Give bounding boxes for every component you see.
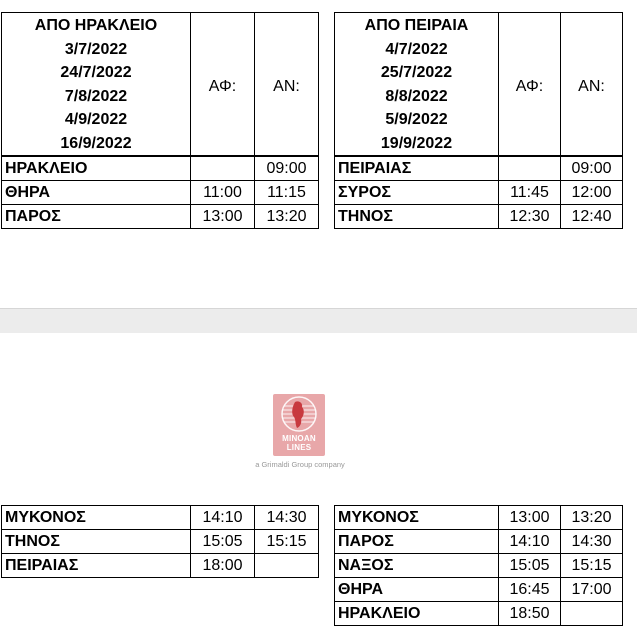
port-name: ΤΗΝΟΣ bbox=[335, 205, 499, 229]
table-row bbox=[2, 506, 319, 530]
departure-time: 11:45 bbox=[499, 181, 561, 205]
route-date: 16/9/2022 bbox=[60, 134, 132, 152]
arrival-time: 12:40 bbox=[561, 205, 623, 229]
table-row bbox=[2, 156, 319, 181]
arrival-time: 17:00 bbox=[561, 578, 623, 602]
arrival-time: 15:15 bbox=[561, 554, 623, 578]
port-name: ΗΡΑΚΛΕΙΟ bbox=[2, 156, 191, 181]
logo-wordmark: MINOAN LINES bbox=[282, 434, 316, 452]
departure-time: 18:00 bbox=[191, 554, 255, 578]
route-header bbox=[2, 13, 191, 157]
port-name: ΘΗΡΑ bbox=[335, 578, 499, 602]
arrival-time: 12:00 bbox=[561, 181, 623, 205]
arrival-column-header: ΑΝ: bbox=[255, 13, 319, 157]
departure-time: 18:50 bbox=[499, 602, 561, 626]
arrival-time: 09:00 bbox=[255, 156, 319, 181]
port-name: ΜΥΚΟΝΟΣ bbox=[2, 506, 191, 530]
departure-time: 14:10 bbox=[499, 530, 561, 554]
table-row bbox=[335, 181, 623, 205]
route-date: 5/9/2022 bbox=[385, 111, 448, 128]
port-name: ΝΑΞΟΣ bbox=[335, 554, 499, 578]
table-row bbox=[335, 578, 623, 602]
minoan-lines-logo bbox=[245, 394, 355, 476]
departure-time: 13:00 bbox=[191, 205, 255, 229]
departure-time: 16:45 bbox=[499, 578, 561, 602]
arrival-time: 13:20 bbox=[561, 506, 623, 530]
route-date: 19/9/2022 bbox=[380, 134, 453, 152]
arrival-time: 11:15 bbox=[255, 181, 319, 205]
table-row bbox=[2, 205, 319, 229]
departure-time: 12:30 bbox=[499, 205, 561, 229]
route-date: 24/7/2022 bbox=[60, 64, 132, 81]
port-name: ΠΕΙΡΑΙΑΣ bbox=[2, 554, 191, 578]
port-name: ΗΡΑΚΛΕΙΟ bbox=[335, 602, 499, 626]
departure-time: 13:00 bbox=[499, 506, 561, 530]
port-name: ΠΑΡΟΣ bbox=[335, 530, 499, 554]
route-date: 4/9/2022 bbox=[64, 111, 128, 128]
route-date: 3/7/2022 bbox=[64, 40, 128, 58]
timetable-from-heraklion-continued bbox=[1, 505, 319, 578]
arrival-time: 14:30 bbox=[561, 530, 623, 554]
port-name: ΣΥΡΟΣ bbox=[335, 181, 499, 205]
page-break bbox=[0, 308, 637, 334]
arrival-time: 14:30 bbox=[255, 506, 319, 530]
route-header bbox=[335, 13, 499, 157]
route-title: ΑΠΟ ΠΕΙΡΑΙΑ bbox=[364, 17, 469, 34]
port-name: ΜΥΚΟΝΟΣ bbox=[335, 506, 499, 530]
table-row bbox=[335, 554, 623, 578]
table-row bbox=[2, 530, 319, 554]
arrival-time bbox=[255, 554, 319, 578]
arrival-column-header: ΑΝ: bbox=[561, 13, 623, 157]
departure-column-header: ΑΦ: bbox=[499, 13, 561, 157]
route-date: 7/8/2022 bbox=[64, 87, 128, 105]
timetable-from-heraklion bbox=[1, 12, 319, 229]
route-date: 8/8/2022 bbox=[385, 87, 448, 105]
departure-time: 14:10 bbox=[191, 506, 255, 530]
departure-time: 11:00 bbox=[191, 181, 255, 205]
table-row bbox=[335, 506, 623, 530]
table-row bbox=[335, 602, 623, 626]
timetable-from-piraeus-continued bbox=[334, 505, 623, 626]
arrival-time: 13:20 bbox=[255, 205, 319, 229]
port-name: ΠΕΙΡΑΙΑΣ bbox=[335, 156, 499, 181]
table-row bbox=[2, 554, 319, 578]
port-name: ΤΗΝΟΣ bbox=[2, 530, 191, 554]
arrival-time: 09:00 bbox=[561, 156, 623, 181]
route-date: 4/7/2022 bbox=[385, 40, 448, 58]
route-title: ΑΠΟ ΗΡΑΚΛΕΙΟ bbox=[34, 17, 158, 34]
table-row bbox=[335, 156, 623, 181]
departure-time bbox=[191, 156, 255, 181]
departure-time: 15:05 bbox=[499, 554, 561, 578]
timetable-from-piraeus bbox=[334, 12, 623, 229]
arrival-time: 15:15 bbox=[255, 530, 319, 554]
port-name: ΠΑΡΟΣ bbox=[2, 205, 191, 229]
port-name: ΘΗΡΑ bbox=[2, 181, 191, 205]
departure-time: 15:05 bbox=[191, 530, 255, 554]
table-row bbox=[2, 181, 319, 205]
route-date: 25/7/2022 bbox=[380, 64, 453, 81]
departure-column-header: ΑΦ: bbox=[191, 13, 255, 157]
table-row bbox=[335, 205, 623, 229]
arrival-time bbox=[561, 602, 623, 626]
table-row bbox=[335, 530, 623, 554]
logo-tagline: a Grimaldi Group company bbox=[255, 460, 345, 469]
departure-time bbox=[499, 156, 561, 181]
